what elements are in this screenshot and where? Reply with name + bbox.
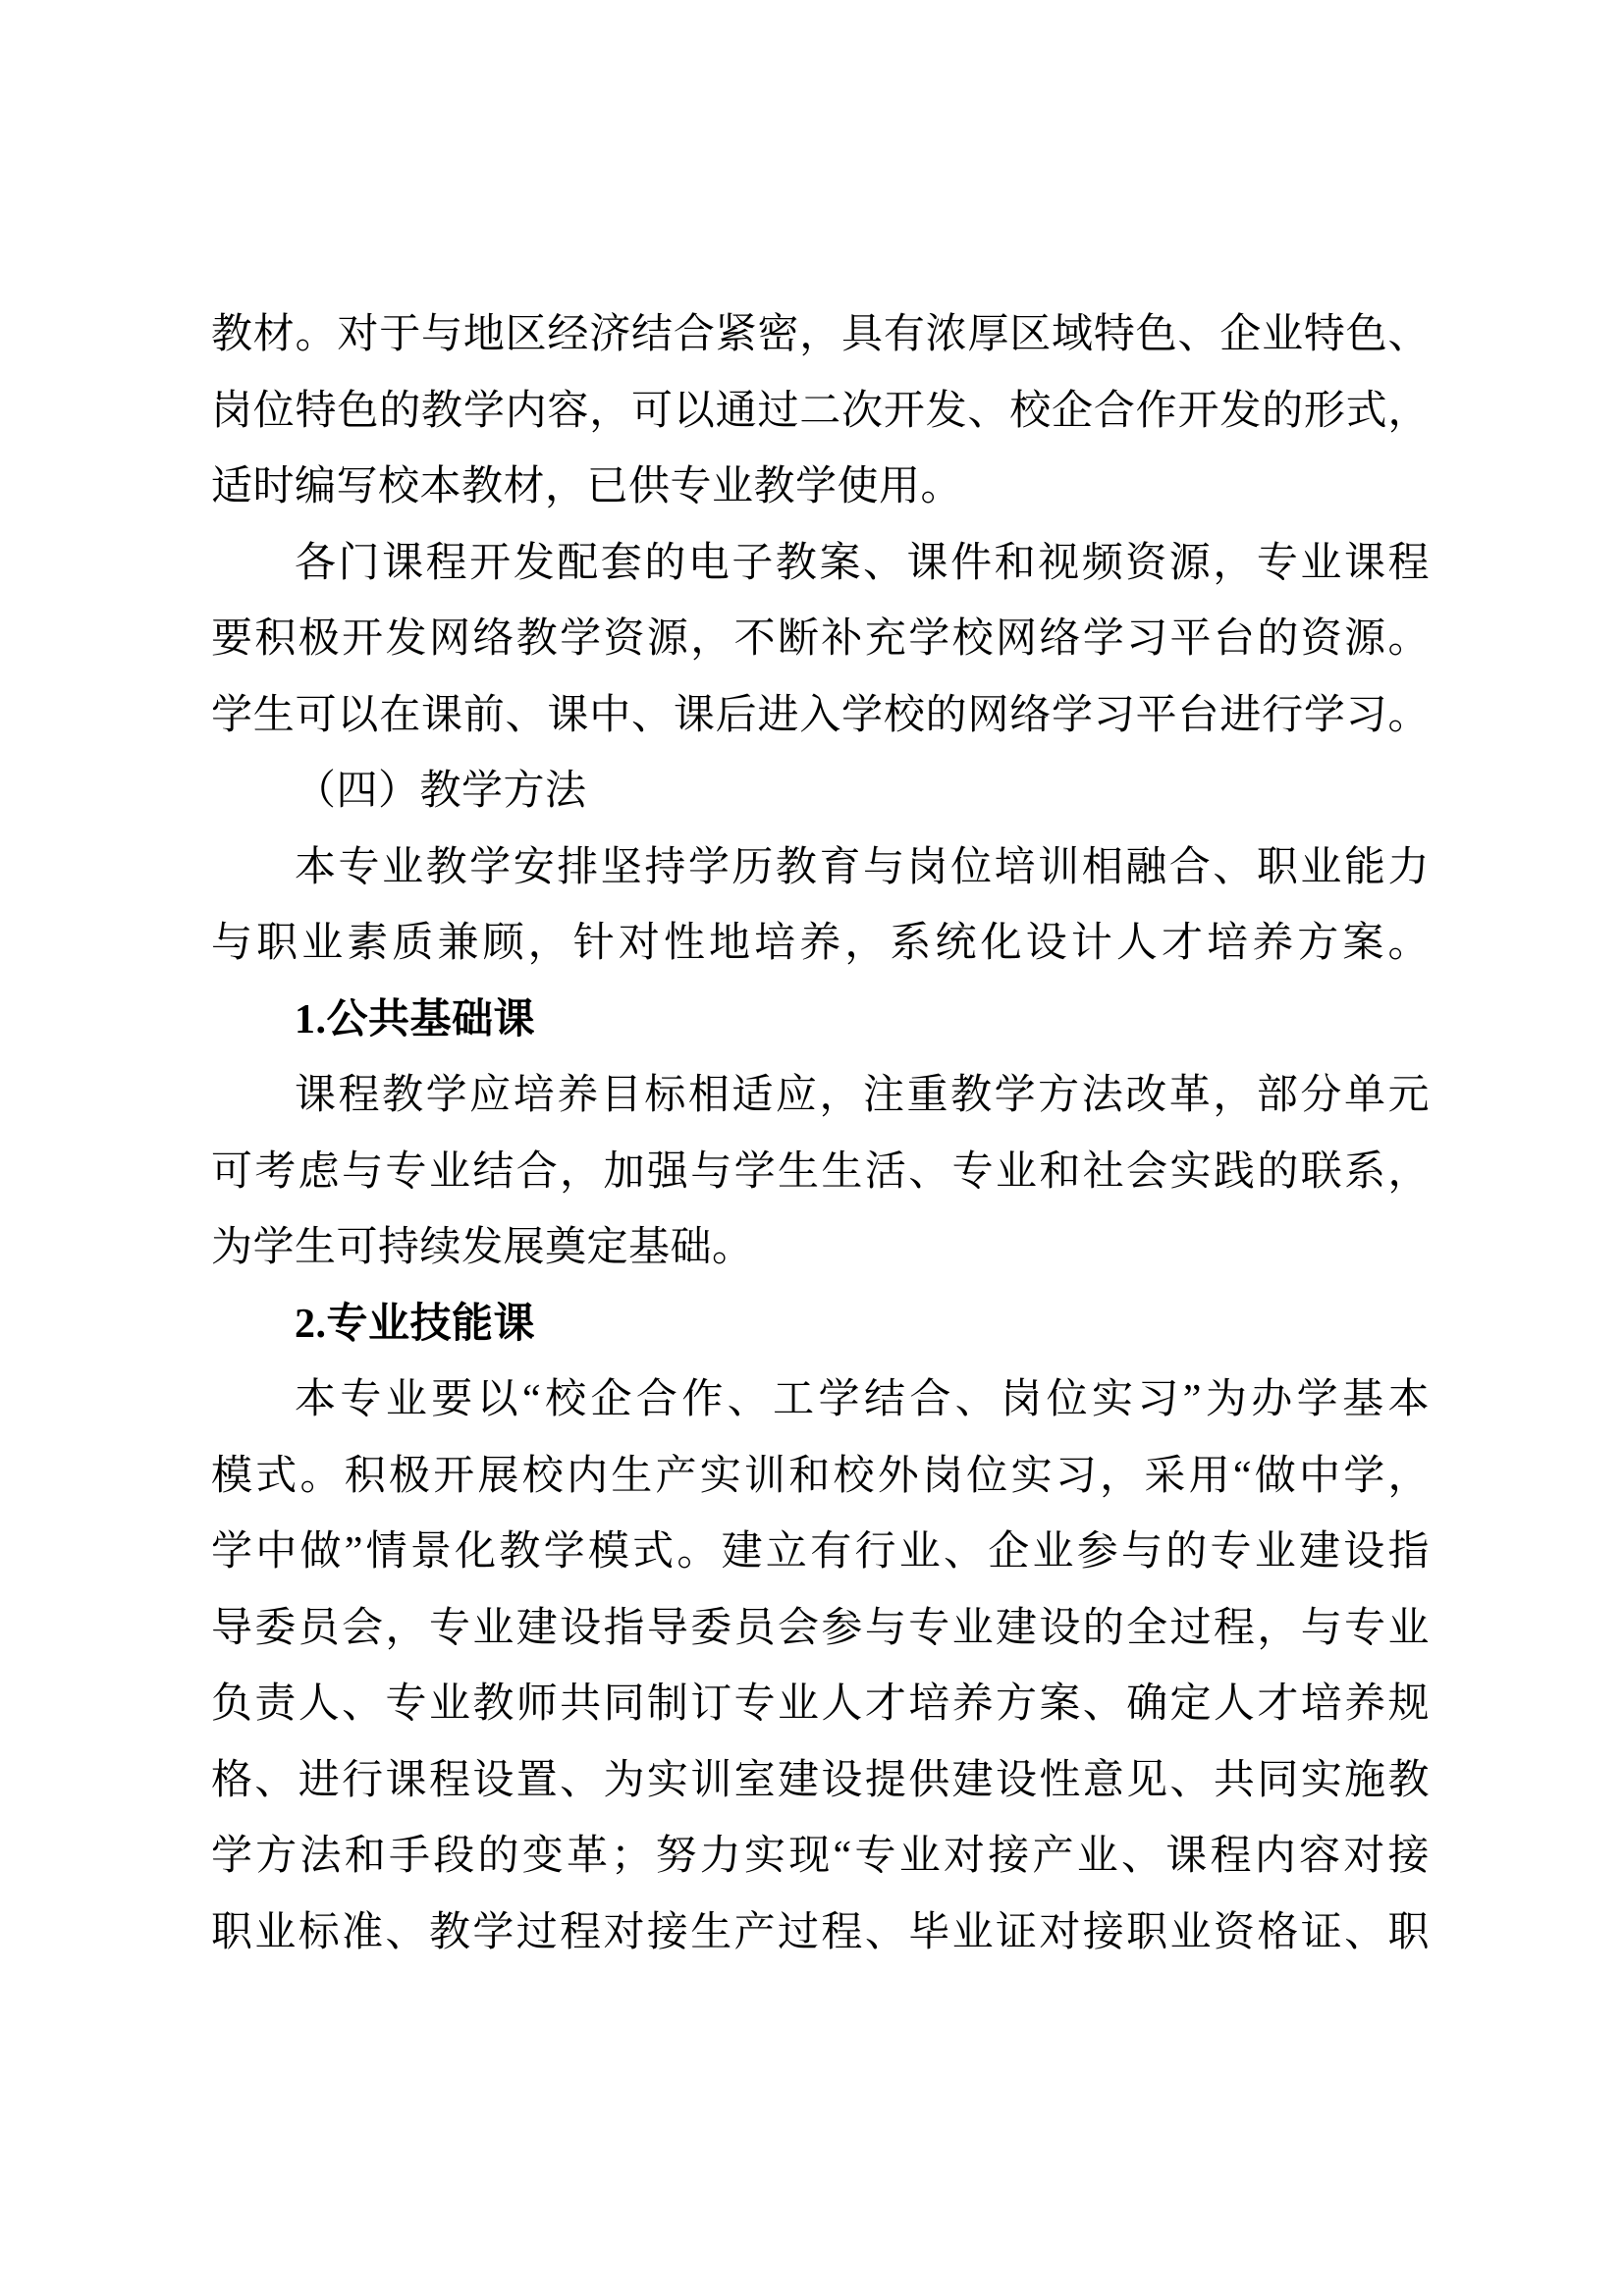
- paragraph-line: 可考虑与专业结合，加强与学生生活、专业和社会实践的联系，: [211, 1148, 1430, 1195]
- subsection-heading-line: 1.公共基础课: [295, 996, 536, 1042]
- paragraph-line: 学中做”情景化教学模式。建立有行业、企业参与的专业建设指: [211, 1529, 1430, 1575]
- paragraph-line: 学方法和手段的变革；努力实现“专业对接产业、课程内容对接: [211, 1834, 1430, 1879]
- paragraph-line: 职业标准、教学过程对接生产过程、毕业证对接职业资格证、职: [211, 1909, 1430, 1955]
- subsection-heading: [211, 1287, 1430, 1363]
- paragraph-line: 负责人、专业教师共同制订专业人才培养方案、确定人才培养规: [211, 1682, 1430, 1727]
- paragraph-line: 模式。积极开展校内生产实训和校外岗位实习，采用“做中学，: [211, 1453, 1430, 1499]
- paragraph: [211, 1362, 1430, 1971]
- paragraph: [211, 830, 1430, 983]
- paragraph-line: 学生可以在课前、课中、课后进入学校的网络学习平台进行学习。: [211, 692, 1430, 738]
- document-text: [211, 297, 1430, 1971]
- paragraph: [211, 526, 1430, 755]
- paragraph-line: 课程教学应培养目标相适应，注重教学方法改革，部分单元: [295, 1073, 1430, 1118]
- section-heading-line: （四）教学方法: [295, 769, 587, 814]
- paragraph-line: 本专业要以“校企合作、工学结合、岗位实习”为办学基本: [295, 1377, 1430, 1422]
- subsection-heading: [211, 983, 1430, 1059]
- paragraph: [211, 1058, 1430, 1287]
- paragraph-line: 适时编写校本教材，已供专业教学使用。: [211, 464, 963, 509]
- paragraph: [211, 297, 1430, 526]
- paragraph-line: 为学生可持续发展奠定基础。: [211, 1225, 754, 1270]
- subsection-heading-line: 2.专业技能课: [295, 1301, 536, 1347]
- paragraph-line: 要积极开发网络教学资源，不断补充学校网络学习平台的资源。: [211, 616, 1430, 662]
- paragraph-line: 岗位特色的教学内容，可以通过二次开发、校企合作开发的形式，: [211, 388, 1430, 434]
- paragraph-line: 与职业素质兼顾，针对性地培养，系统化设计人才培养方案。: [211, 921, 1430, 966]
- paragraph-line: 导委员会，专业建设指导委员会参与专业建设的全过程，与专业: [211, 1605, 1430, 1651]
- paragraph-line: 各门课程开发配套的电子教案、课件和视频资源，专业课程: [295, 540, 1430, 586]
- section-heading: [211, 754, 1430, 830]
- paragraph-line: 教材。对于与地区经济结合紧密，具有浓厚区域特色、企业特色、: [211, 312, 1430, 357]
- paragraph-line: 格、进行课程设置、为实训室建设提供建设性意见、共同实施教: [211, 1757, 1430, 1803]
- paragraph-line: 本专业教学安排坚持学历教育与岗位培训相融合、职业能力: [295, 844, 1430, 890]
